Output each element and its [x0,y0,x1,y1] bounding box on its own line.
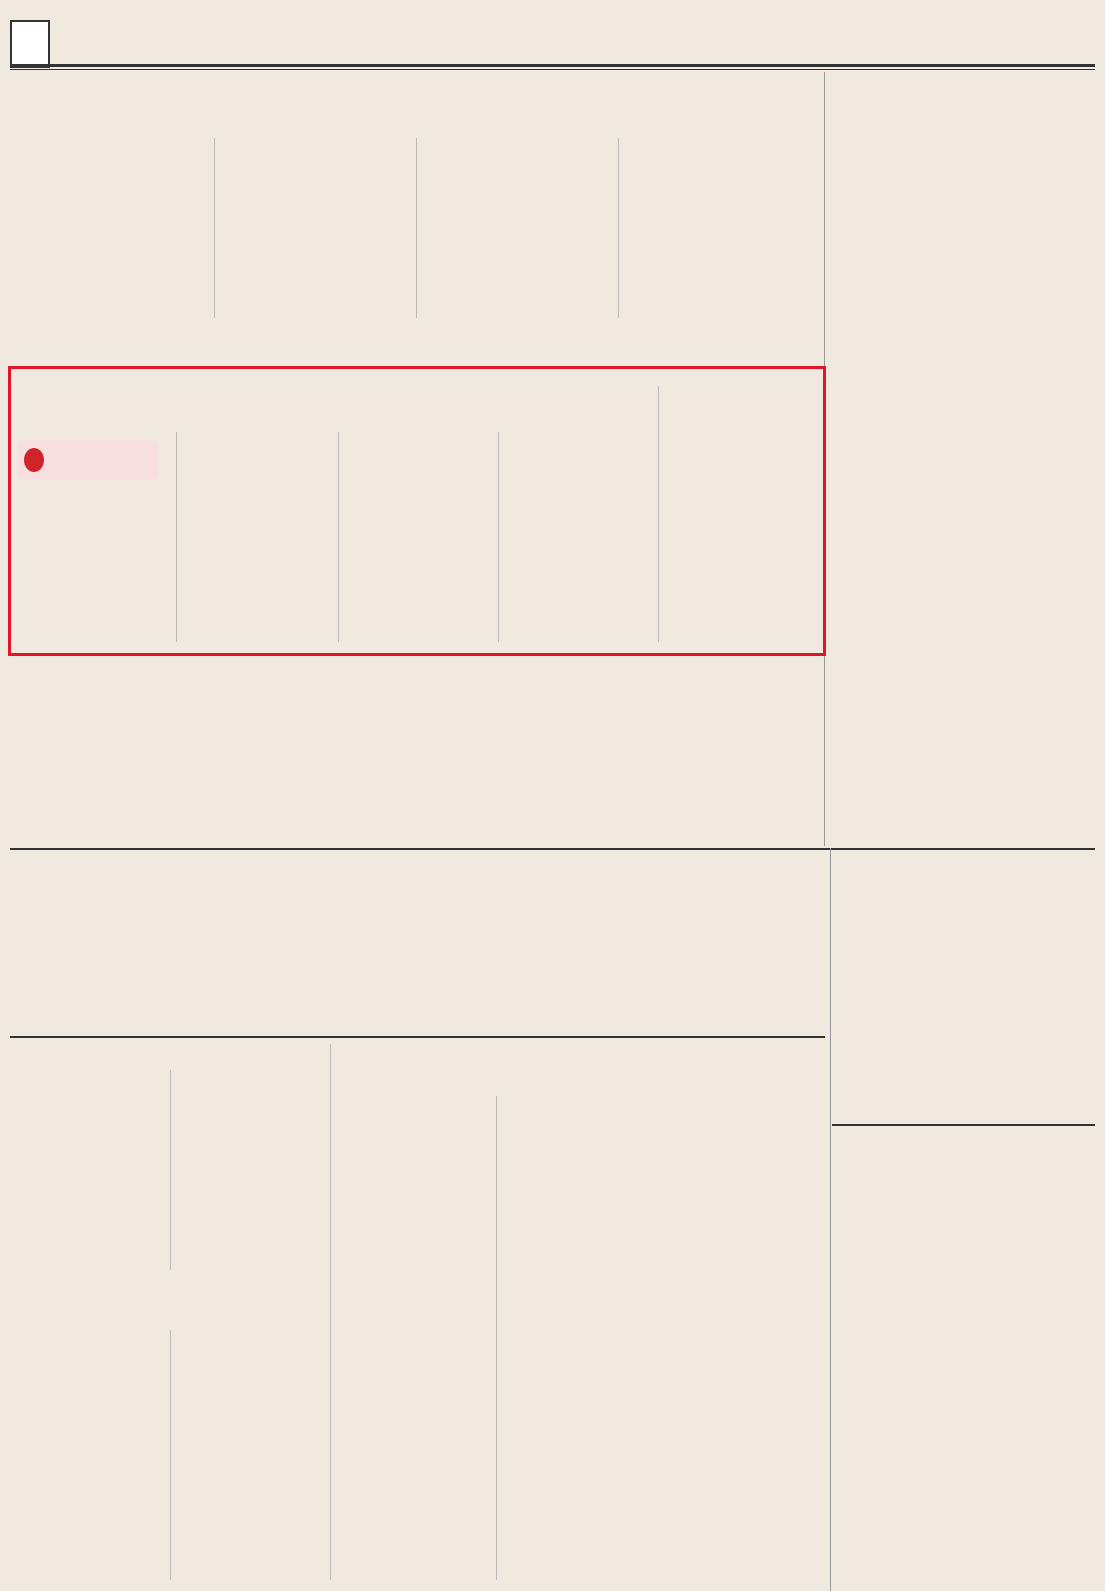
huiju-body-1 [12,1122,162,1582]
volunteers-body [838,1174,1094,1584]
feature-badge [18,440,158,480]
power-store-body [838,898,1094,1118]
lantern-icon [24,448,44,472]
kashgar-body [834,112,1030,842]
lead-item-body [423,138,613,198]
page-number [10,20,50,68]
feature-col-3 [338,432,492,642]
huiju-body-3 [330,1044,492,1580]
lead-item-body [14,138,204,228]
lead-item-body [625,138,815,228]
huiju-body-4 [496,1096,656,1580]
jilin-body [12,694,820,844]
feature-col-4 [498,432,652,642]
huiju-body-2a [170,1070,326,1270]
weixinyuan-body [12,894,820,1032]
feature-col-1 [18,530,168,640]
lead-item-body [14,228,204,318]
lead-item-body [423,258,613,318]
lead-item-body [221,138,411,198]
lead-items [14,138,814,363]
feature-col-2 [176,432,332,642]
lead-item-body [625,228,815,318]
lead-item-body [221,198,411,258]
lead-item-body [423,198,613,258]
feature-col-5 [658,386,816,642]
huiju-body-2 [170,1330,326,1580]
lead-item-body [221,258,411,318]
